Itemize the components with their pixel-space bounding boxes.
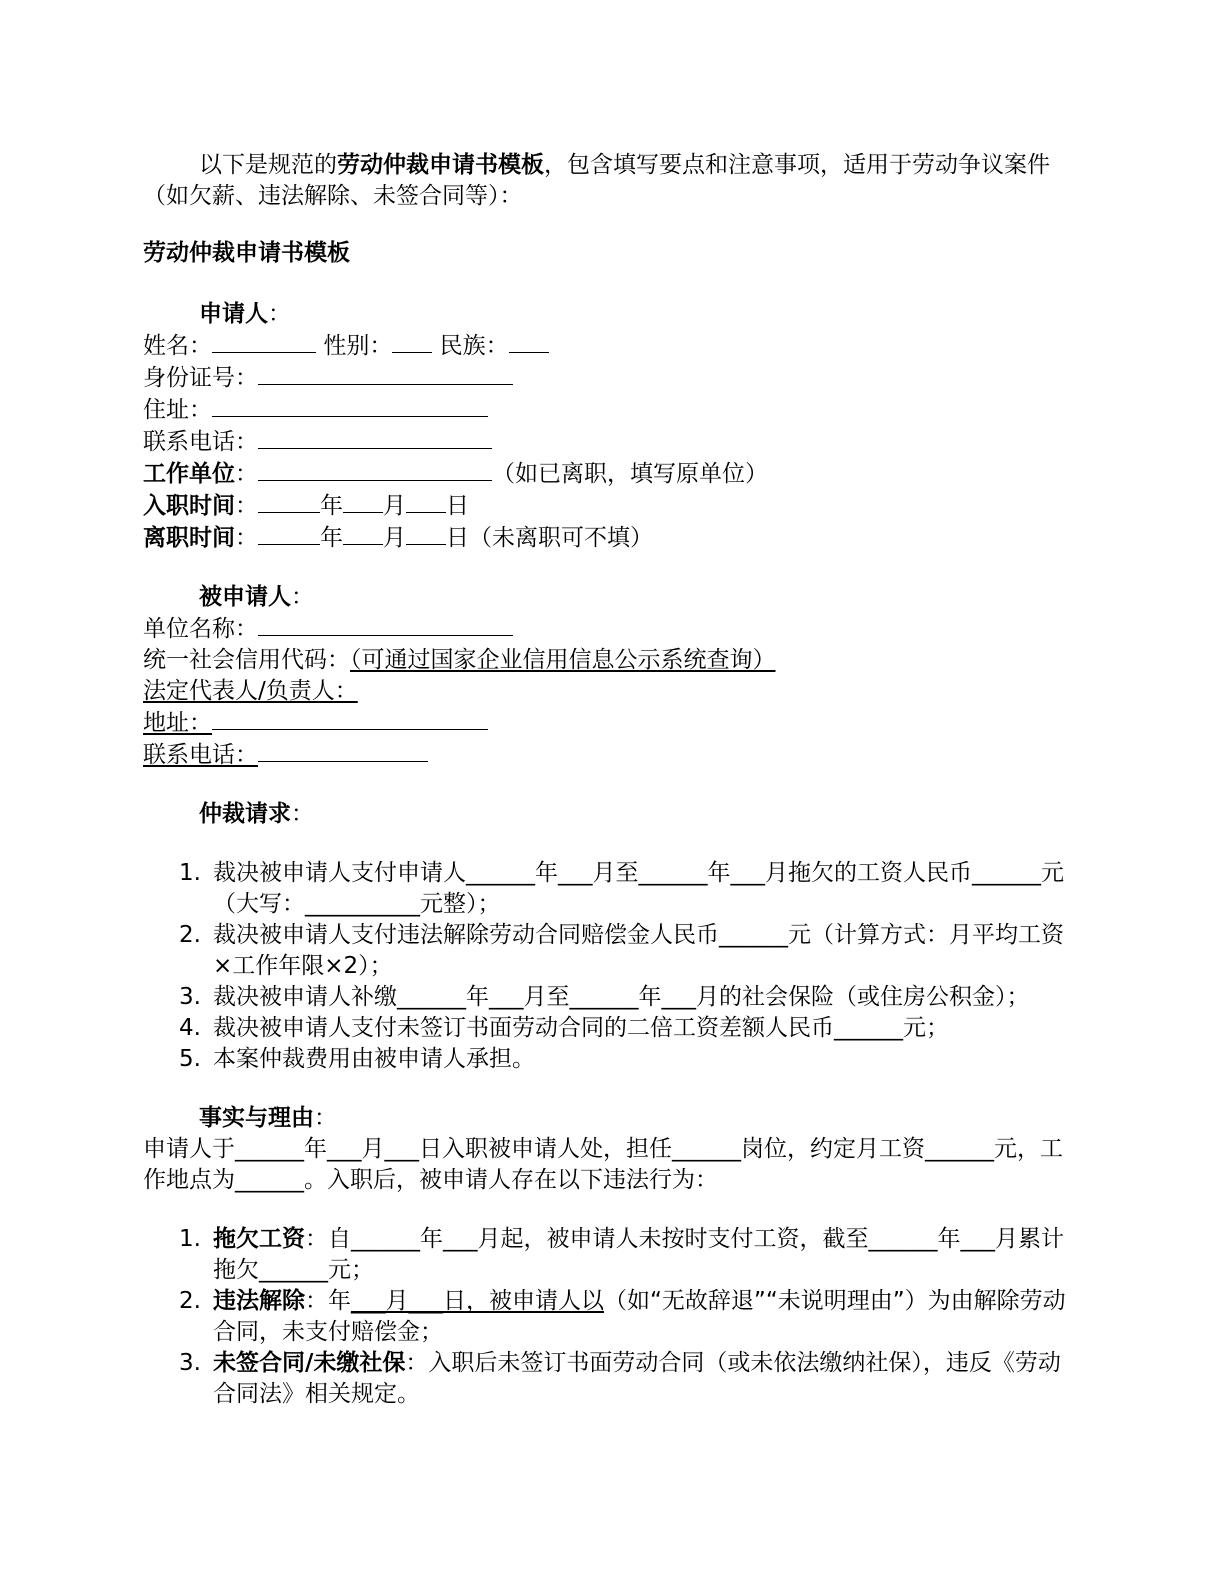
leave-day-unit: 日 (446, 525, 469, 551)
respondent-phone-field[interactable] (258, 739, 428, 762)
credit-code-label: 统一社会信用代码： (143, 647, 350, 673)
claim-text: 裁决被申请人支付未签订书面劳动合同的二倍工资差额人民币______元； (213, 1015, 949, 1041)
legal-rep-label: 法定代表人/负责人： (143, 678, 358, 704)
hire-colon: ： (235, 493, 258, 519)
leave-note: （未离职可不填） (469, 525, 653, 551)
document-title: 劳动仲裁申请书模板 (143, 240, 350, 266)
applicant-heading-colon: ： (268, 301, 291, 327)
unit-name-label: 单位名称： (143, 616, 258, 642)
claim-item (143, 1013, 1073, 1044)
spacer (143, 554, 1073, 582)
intro-paragraph (143, 150, 1073, 212)
gender-field[interactable] (392, 330, 432, 353)
employer-field[interactable] (258, 458, 492, 481)
intro-text-before: 以下是规范的 (199, 152, 337, 178)
employer-label: 工作单位 (143, 461, 235, 487)
ethnicity-label: 民族： (439, 333, 509, 359)
leave-year-field[interactable] (258, 522, 320, 545)
fact-number: 3. (179, 1350, 201, 1376)
spacer (143, 830, 1073, 858)
claim-item (143, 920, 1073, 982)
hire-date-label: 入职时间 (143, 493, 235, 519)
applicant-id-line (143, 362, 1073, 394)
claim-item (143, 1044, 1073, 1075)
name-label: 姓名： (143, 333, 212, 359)
claims-heading (143, 799, 1073, 830)
leave-month-field[interactable] (343, 522, 383, 545)
phone-label: 联系电话： (143, 429, 258, 455)
respondent-heading-colon: ： (291, 584, 314, 610)
respondent-legal-rep-line (143, 676, 1073, 707)
fact-title: 违法解除 (213, 1288, 305, 1314)
leave-date-label: 离职时间 (143, 525, 235, 551)
id-label: 身份证号： (143, 365, 258, 391)
applicant-heading-label: 申请人 (199, 301, 268, 327)
fact-text: （如“无故辞退”“未说明理由”）为由解除劳动合同，未支付赔偿金； (213, 1288, 1066, 1345)
fact-item (143, 1348, 1073, 1410)
respondent-address-label: 地址： (143, 710, 212, 736)
applicant-hire-line (143, 490, 1073, 522)
fact-underlined-text: ___月___日，被申请人以 (351, 1288, 604, 1314)
respondent-phone-label: 联系电话： (143, 742, 258, 768)
facts-heading (143, 1103, 1073, 1134)
spacer (143, 771, 1073, 799)
respondent-unit-line (143, 613, 1073, 645)
leave-year-unit: 年 (320, 525, 343, 551)
applicant-heading (143, 299, 1073, 330)
respondent-address-line (143, 707, 1073, 739)
address-label: 住址： (143, 397, 212, 423)
facts-heading-label: 事实与理由 (199, 1105, 314, 1131)
fact-title: 未签合同/未缴社保 (213, 1350, 406, 1376)
fact-number: 2. (179, 1288, 201, 1314)
applicant-phone-line (143, 426, 1073, 458)
hire-month-field[interactable] (343, 490, 383, 513)
facts-heading-colon: ： (314, 1105, 337, 1131)
name-field[interactable] (212, 330, 316, 353)
gender-label: 性别： (323, 333, 393, 359)
intro-text-after: ，包含填写要点和注意事项，适用于劳动争议案件（如欠薪、违法解除、未签合同等）： (143, 152, 1050, 209)
claims-heading-colon: ： (291, 801, 314, 827)
fact-text: ：自______年___月起，被申请人未按时支付工资，截至______年___月累计拖欠______元； (213, 1226, 1064, 1283)
claim-text: 裁决被申请人支付违法解除劳动合同赔偿金人民币______元（计算方式：月平均工资×工作年限×2）； (213, 922, 1064, 979)
applicant-leave-line (143, 522, 1073, 554)
claim-number: 4. (179, 1015, 201, 1041)
intro-bold-text: 劳动仲裁申请书模板 (337, 152, 544, 178)
respondent-heading-label: 被申请人 (199, 584, 291, 610)
respondent-phone-line (143, 739, 1073, 771)
applicant-employer-line (143, 458, 1073, 490)
claim-number: 2. (179, 922, 201, 948)
leave-day-field[interactable] (406, 522, 446, 545)
claims-list (143, 858, 1073, 1075)
fact-text: ：年 (305, 1288, 351, 1314)
unit-name-field[interactable] (258, 613, 513, 636)
respondent-credit-line (143, 645, 1073, 676)
claim-text: 裁决被申请人补缴______年___月至______年___月的社会保险（或住房公积金）； (213, 984, 1030, 1010)
spacer (143, 1075, 1073, 1103)
credit-code-note: （可通过国家企业信用信息公示系统查询） (350, 647, 776, 673)
claim-item (143, 858, 1073, 920)
hire-month-unit: 月 (383, 493, 406, 519)
hire-year-unit: 年 (320, 493, 343, 519)
hire-day-unit: 日 (446, 493, 469, 519)
leave-month-unit: 月 (383, 525, 406, 551)
leave-colon: ： (235, 525, 258, 551)
fact-item (143, 1286, 1073, 1348)
id-field[interactable] (258, 362, 513, 385)
applicant-name-line (143, 330, 1073, 362)
claim-text: 裁决被申请人支付申请人______年___月至______年___月拖欠的工资人民币______元（大写：__________元整）； (213, 860, 1064, 917)
employer-note: （如已离职，填写原单位） (492, 461, 768, 487)
hire-day-field[interactable] (406, 490, 446, 513)
fact-item (143, 1224, 1073, 1286)
hire-year-field[interactable] (258, 490, 320, 513)
claims-heading-label: 仲裁请求 (199, 801, 291, 827)
claim-text: 本案仲裁费用由被申请人承担。 (213, 1046, 535, 1072)
respondent-heading (143, 582, 1073, 613)
facts-list (143, 1224, 1073, 1410)
facts-paragraph: 申请人于______年___月___日入职被申请人处，担任______岗位，约定月工资______元，工作地点为______。入职后，被申请人存在以下违法行为： (143, 1136, 1063, 1193)
phone-field[interactable] (258, 426, 492, 449)
claim-number: 1. (179, 860, 201, 886)
respondent-address-field[interactable] (212, 707, 488, 730)
address-field[interactable] (212, 394, 488, 417)
claim-number: 3. (179, 984, 201, 1010)
claim-number: 5. (179, 1046, 201, 1072)
fact-title: 拖欠工资 (213, 1226, 305, 1252)
fact-text: ：入职后未签订书面劳动合同（或未依法缴纳社保），违反《劳动合同法》相关规定。 (213, 1350, 1061, 1407)
employer-colon: ： (235, 461, 258, 487)
applicant-address-line (143, 394, 1073, 426)
spacer (143, 1196, 1073, 1224)
document-page (143, 150, 1073, 1410)
ethnicity-field[interactable] (509, 330, 549, 353)
claim-item (143, 982, 1073, 1013)
fact-number: 1. (179, 1226, 201, 1252)
